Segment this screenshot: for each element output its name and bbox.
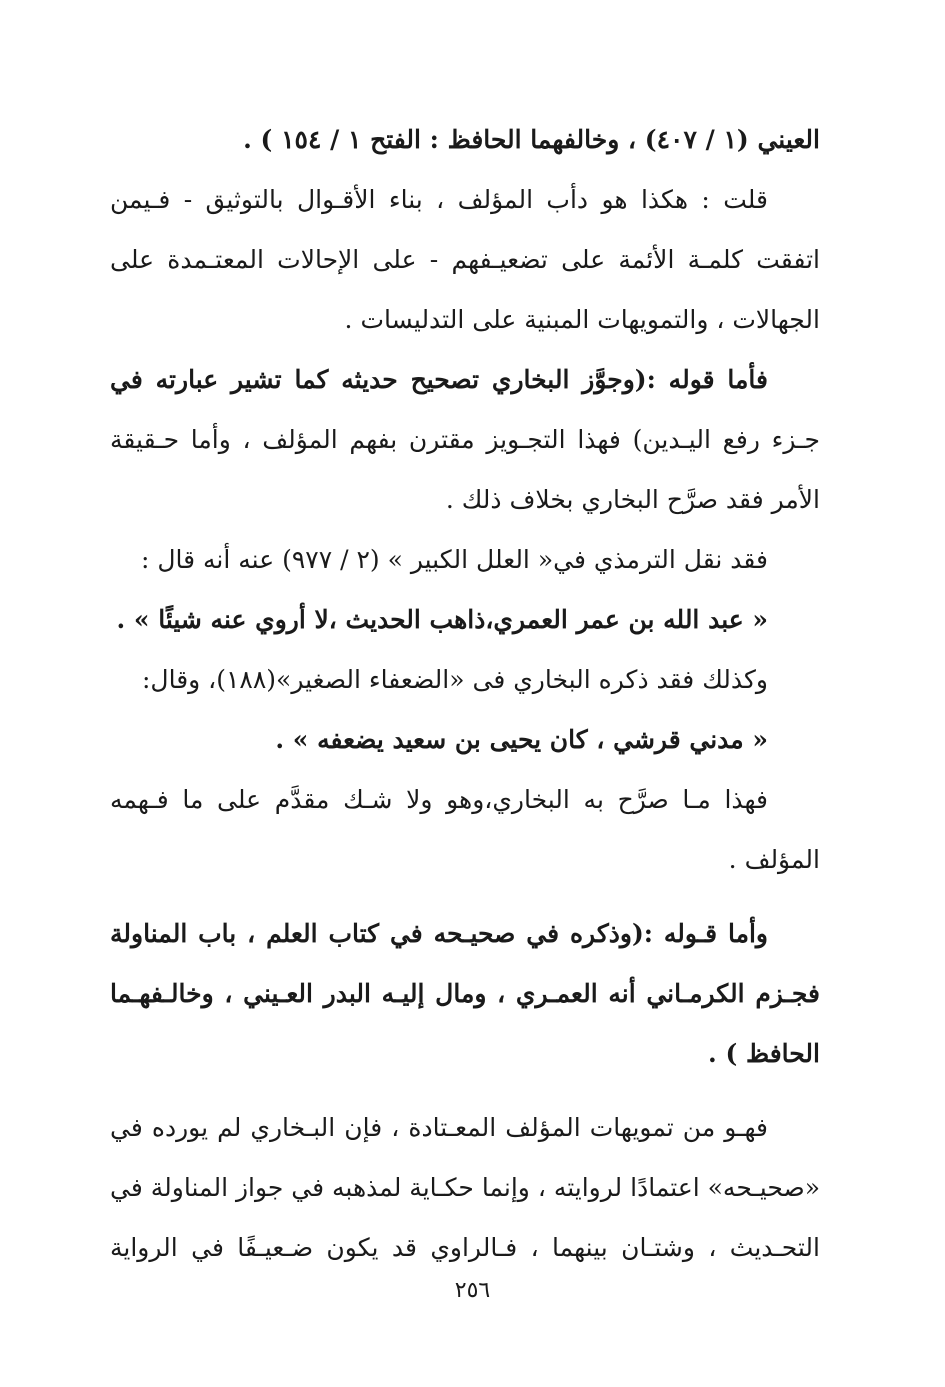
- text-line: فهـو من تمويهات المؤلف المعـتادة ، فإن البـخاري لم يورده في: [110, 1113, 768, 1142]
- text-line: قلت : هكذا هو دأب المؤلف ، بناء الأقـوال بالتوثيق - فـيمن: [110, 185, 768, 214]
- text-line: الأمر فقد صرَّح البخاري بخلاف ذلك .: [445, 485, 820, 514]
- text-line: فجـزم الكرمـاني أنه العمـري ، ومال إليـه البدر العـيني ، وخالـفهـما: [110, 979, 820, 1008]
- paragraph-gap: [110, 890, 820, 904]
- text-line: العيني (١ / ٤٠٧) ، وخالفهما الحافظ : الفتح ١ / ١٥٤ ) .: [243, 125, 820, 154]
- text-line: الجهالات ، والتمويهات المبنية على التدليسات .: [344, 305, 820, 334]
- text-line: التحـديث ، وشتـان بينهما ، فـالراوي قد يكون ضـعيـفًا في الرواية: [110, 1233, 820, 1262]
- text-line: جـزء رفع اليـدين) فهذا التجـويز مقترن بفهم المؤلف ، وأما حـقيقة: [110, 425, 820, 454]
- text-line: فقد نقل الترمذي في« العلل الكبير » (٢ / ٩٧٧) عنه أنه قال :: [140, 545, 768, 574]
- text-line: «صحيـحه» اعتمادًا لروايته ، وإنما حكـاية لمذهبه في جواز المناولة في: [110, 1173, 820, 1202]
- text-line: فأما قوله :(وجوَّز البخاري تصحيح حديثه كما تشير عبارته في: [110, 365, 768, 394]
- text-line: اتفقت كلمـة الأئمة على تضعيـفهم - على الإحالات المعتـمدة على: [110, 245, 820, 274]
- page-number: ٢٥٦: [454, 1278, 491, 1303]
- text-line: « عبد الله بن عمر العمري،ذاهب الحديث ،لا أروي عنه شيئًا » .: [116, 605, 768, 634]
- text-line: المؤلف .: [728, 845, 820, 874]
- text-line: فهذا مـا صرَّح به البخاري،وهو ولا شـك مقدَّم على ما فـهمه: [110, 785, 768, 814]
- paragraph-gap: [110, 1084, 820, 1098]
- text-line: وكذلك فقد ذكره البخاري فى «الضعفاء الصغير»(١٨٨)، وقال:: [141, 665, 768, 694]
- text-line: وأما قـوله :(وذكره في صحيـحه في كتاب العلم ، باب المناولة: [110, 919, 768, 948]
- page-text: [110, 110, 820, 1278]
- text-line: الحافظ ) .: [708, 1039, 820, 1068]
- text-line: « مدني قرشي ، كان يحيى بن سعيد يضعفه » .: [275, 725, 768, 754]
